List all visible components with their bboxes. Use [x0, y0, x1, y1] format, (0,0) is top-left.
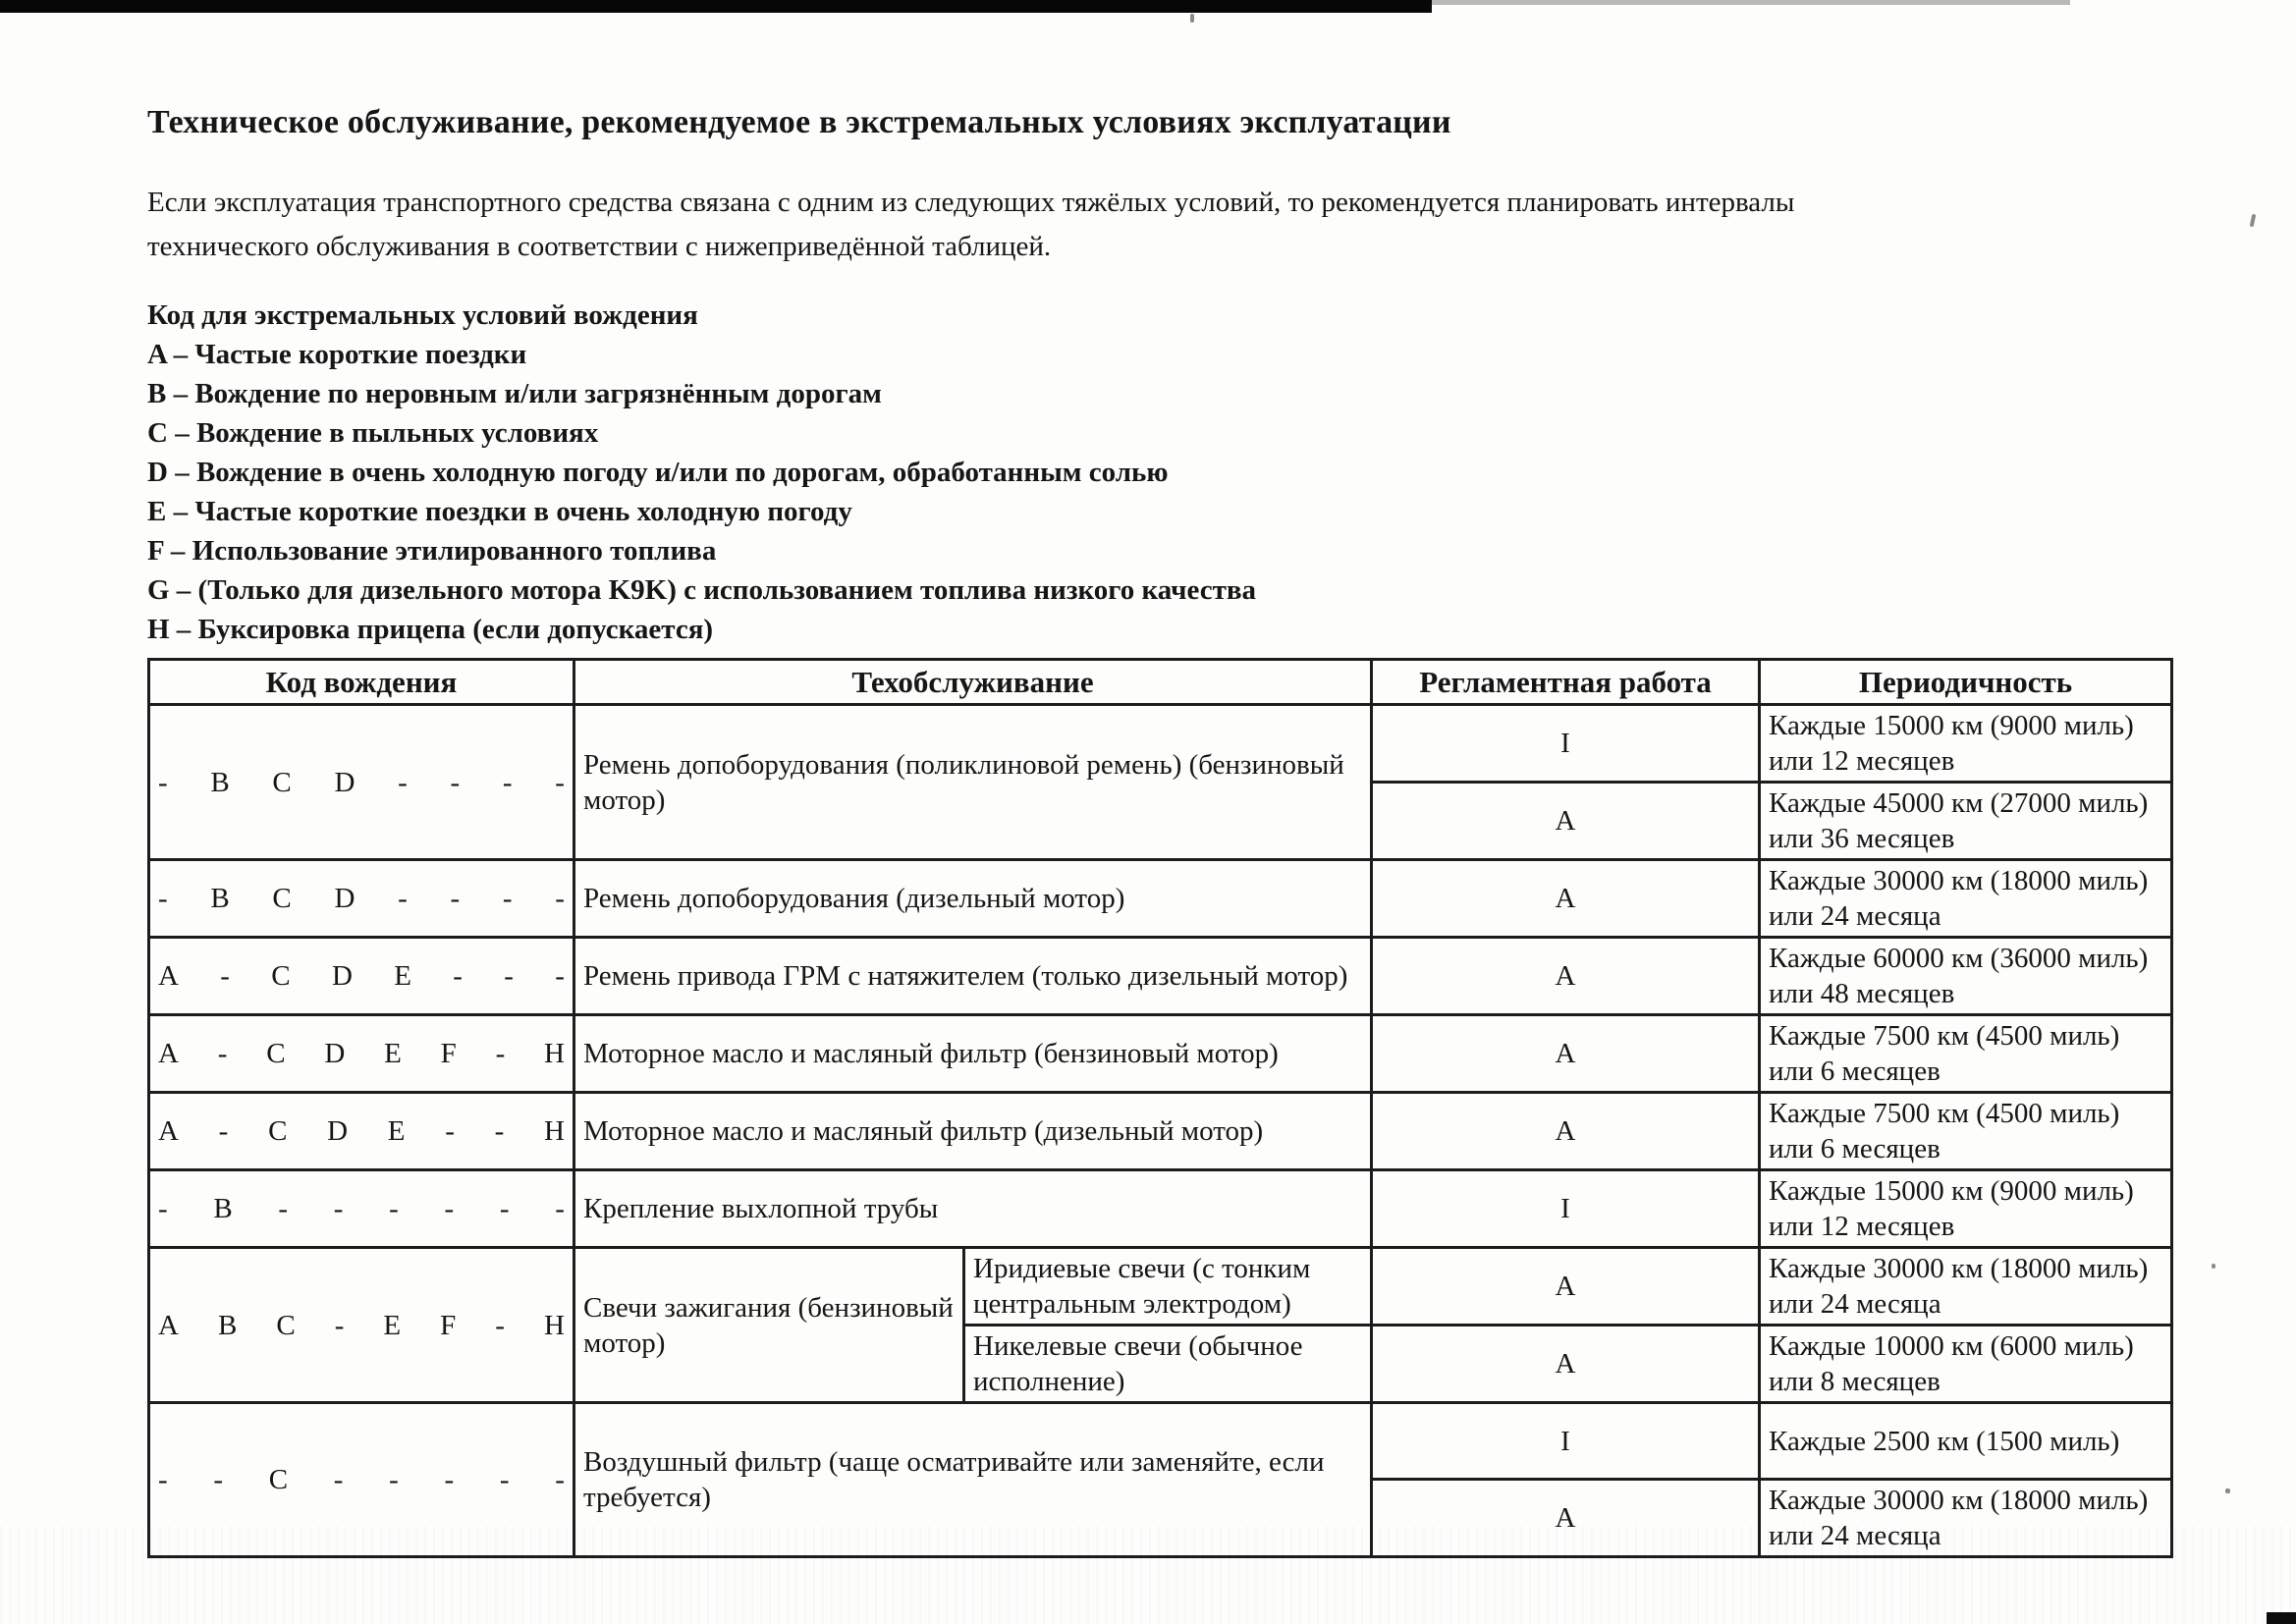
- maintenance-schedule-table: [147, 658, 2173, 1558]
- code-token: -: [389, 1193, 399, 1224]
- period-cell: Каждые 7500 км (4500 миль) или 6 месяцев: [1760, 1093, 2172, 1170]
- code-token: H: [543, 1309, 565, 1341]
- code-token: -: [555, 1464, 565, 1495]
- table-row: [149, 860, 2172, 938]
- code-token: E: [394, 960, 411, 992]
- code-token: -: [158, 1464, 168, 1495]
- maintenance-cell: Моторное масло и масляный фильтр (бензиновый мотор): [574, 1015, 1372, 1093]
- code-line-c: C – Вождение в пыльных условиях: [147, 417, 599, 449]
- scan-artifact-speck: [2212, 1264, 2215, 1269]
- work-cell: A: [1372, 783, 1760, 860]
- period-cell: Каждые 30000 км (18000 миль) или 24 месяца: [1760, 1480, 2172, 1557]
- code-token: -: [499, 1464, 510, 1495]
- code-token: -: [495, 1038, 506, 1069]
- code-token: -: [445, 1115, 455, 1147]
- scan-artifact-speck: [1190, 14, 1194, 23]
- work-cell: A: [1372, 1093, 1760, 1170]
- code-token: -: [389, 1464, 399, 1495]
- variant-cell: Иридиевые свечи (с тонким центральным электродом): [964, 1248, 1372, 1326]
- code-token: B: [213, 1193, 233, 1224]
- maintenance-cell: Крепление выхлопной трубы: [574, 1170, 1372, 1248]
- codes-heading: Код для экстремальных условий вождения: [147, 299, 698, 331]
- header-driving-code: Код вождения: [149, 660, 574, 705]
- code-token: D: [324, 1038, 346, 1069]
- code-token: E: [383, 1309, 402, 1341]
- period-cell: Каждые 7500 км (4500 миль) или 6 месяцев: [1760, 1015, 2172, 1093]
- table-row: [149, 1248, 2172, 1326]
- work-cell: A: [1372, 1480, 1760, 1557]
- period-cell: Каждые 2500 км (1500 миль): [1760, 1403, 2172, 1480]
- code-token: F: [440, 1038, 457, 1069]
- code-token: A: [158, 1115, 179, 1147]
- work-cell: I: [1372, 1170, 1760, 1248]
- code-token: -: [499, 1193, 510, 1224]
- table-row: [149, 1015, 2172, 1093]
- code-cell: [149, 938, 574, 1015]
- period-cell: Каждые 60000 км (36000 миль) или 48 месяцев: [1760, 938, 2172, 1015]
- work-cell: A: [1372, 938, 1760, 1015]
- scan-artifact-top-bar-faint: [1432, 0, 2070, 5]
- code-cell: [149, 1015, 574, 1093]
- code-token: A: [158, 1038, 179, 1069]
- code-token: -: [444, 1464, 455, 1495]
- code-cell: [149, 1248, 574, 1403]
- code-line-f: F – Использование этилированного топлива: [147, 535, 717, 567]
- code-token: -: [333, 1464, 344, 1495]
- work-cell: A: [1372, 1015, 1760, 1093]
- scan-artifact-noise: [0, 1526, 2296, 1624]
- code-token: C: [272, 766, 292, 798]
- code-token: D: [331, 960, 353, 992]
- code-token: -: [333, 1193, 344, 1224]
- work-cell: A: [1372, 860, 1760, 938]
- code-token: F: [440, 1309, 457, 1341]
- code-token: -: [398, 766, 408, 798]
- intro-paragraph: Если эксплуатация транспортного средства связана с одним из следующих тяжёлых условий, то рекомендуется планировать интервалы технического обслуживания в соответствии с нижеприведённой таблицей.: [147, 187, 1795, 262]
- driving-codes-legend: [147, 296, 2296, 649]
- period-cell: Каждые 15000 км (9000 миль) или 12 месяцев: [1760, 1170, 2172, 1248]
- code-token: C: [271, 960, 291, 992]
- period-cell: Каждые 45000 км (27000 миль) или 36 месяцев: [1760, 783, 2172, 860]
- code-token: C: [268, 1115, 288, 1147]
- code-token: -: [555, 1193, 565, 1224]
- code-token: B: [217, 1309, 238, 1341]
- table-row: [149, 1093, 2172, 1170]
- code-cell: [149, 705, 574, 860]
- code-token: D: [334, 883, 355, 914]
- code-token: -: [495, 1309, 505, 1341]
- code-token: C: [266, 1038, 286, 1069]
- code-token: -: [444, 1193, 455, 1224]
- work-cell: A: [1372, 1326, 1760, 1403]
- code-token: -: [555, 883, 565, 914]
- maintenance-cell: Ремень привода ГРМ с натяжителем (только дизельный мотор): [574, 938, 1372, 1015]
- code-line-d: D – Вождение в очень холодную погоду и/или по дорогам, обработанным солью: [147, 457, 1169, 488]
- code-token: C: [272, 883, 292, 914]
- code-token: D: [334, 766, 355, 798]
- code-token: A: [158, 960, 179, 992]
- table-row: [149, 938, 2172, 1015]
- code-token: H: [544, 1038, 565, 1069]
- code-token: -: [450, 766, 461, 798]
- code-token: -: [158, 766, 168, 798]
- code-token: C: [268, 1464, 289, 1495]
- maintenance-cell: Моторное масло и масляный фильтр (дизельный мотор): [574, 1093, 1372, 1170]
- code-cell: [149, 860, 574, 938]
- code-token: -: [502, 766, 513, 798]
- scan-artifact-speck: [2225, 1489, 2230, 1493]
- table-row: [149, 705, 2172, 783]
- code-token: B: [210, 883, 230, 914]
- code-token: -: [158, 1193, 168, 1224]
- code-token: B: [210, 766, 230, 798]
- work-cell: I: [1372, 705, 1760, 783]
- maintenance-cell: Ремень допоборудования (поликлиновой ремень) (бензиновый мотор): [574, 705, 1372, 860]
- code-line-b: B – Вождение по неровным и/или загрязнённым дорогам: [147, 378, 882, 409]
- code-token: -: [220, 960, 230, 992]
- code-token: E: [384, 1038, 402, 1069]
- code-token: -: [450, 883, 461, 914]
- table-header-row: [149, 660, 2172, 705]
- period-cell: Каждые 10000 км (6000 миль) или 8 месяцев: [1760, 1326, 2172, 1403]
- code-cell: [149, 1170, 574, 1248]
- code-token: -: [555, 960, 565, 992]
- period-cell: Каждые 15000 км (9000 миль) или 12 месяцев: [1760, 705, 2172, 783]
- code-line-e: E – Частые короткие поездки в очень холодную погоду: [147, 496, 852, 527]
- table-row: [149, 1170, 2172, 1248]
- code-token: -: [217, 1038, 228, 1069]
- code-token: -: [453, 960, 463, 992]
- code-token: -: [494, 1115, 505, 1147]
- code-token: -: [158, 883, 168, 914]
- page-title: Техническое обслуживание, рекомендуемое в экстремальных условиях эксплуатации: [147, 104, 1451, 140]
- code-line-a: A – Частые короткие поездки: [147, 339, 527, 370]
- code-token: E: [387, 1115, 406, 1147]
- code-token: -: [334, 1309, 345, 1341]
- scan-artifact-top-bar: [0, 0, 1432, 13]
- period-cell: Каждые 30000 км (18000 миль) или 24 месяца: [1760, 1248, 2172, 1326]
- code-line-h: H – Буксировка прицепа (если допускается): [147, 614, 714, 645]
- work-cell: A: [1372, 1248, 1760, 1326]
- code-line-g: G – (Только для дизельного мотора K9K) с использованием топлива низкого качества: [147, 574, 1256, 606]
- header-maintenance: Техобслуживание: [574, 660, 1372, 705]
- code-token: -: [502, 883, 513, 914]
- code-token: -: [555, 766, 565, 798]
- code-token: H: [544, 1115, 565, 1147]
- code-token: C: [276, 1309, 296, 1341]
- maintenance-cell: Воздушный фильтр (чаще осматривайте или заменяйте, если требуется): [574, 1403, 1372, 1557]
- code-token: A: [158, 1309, 179, 1341]
- code-token: -: [504, 960, 514, 992]
- maintenance-cell: Свечи зажигания (бензиновый мотор): [574, 1248, 964, 1403]
- work-cell: I: [1372, 1403, 1760, 1480]
- header-periodicity: Периодичность: [1760, 660, 2172, 705]
- variant-cell: Никелевые свечи (обычное исполнение): [964, 1326, 1372, 1403]
- code-token: -: [278, 1193, 289, 1224]
- maintenance-cell: Ремень допоборудования (дизельный мотор): [574, 860, 1372, 938]
- code-cell: [149, 1093, 574, 1170]
- code-token: -: [213, 1464, 224, 1495]
- code-token: D: [327, 1115, 349, 1147]
- period-cell: Каждые 30000 км (18000 миль) или 24 месяца: [1760, 860, 2172, 938]
- table-row: [149, 1403, 2172, 1480]
- code-token: -: [218, 1115, 229, 1147]
- code-token: -: [398, 883, 408, 914]
- header-scheduled-work: Регламентная работа: [1372, 660, 1760, 705]
